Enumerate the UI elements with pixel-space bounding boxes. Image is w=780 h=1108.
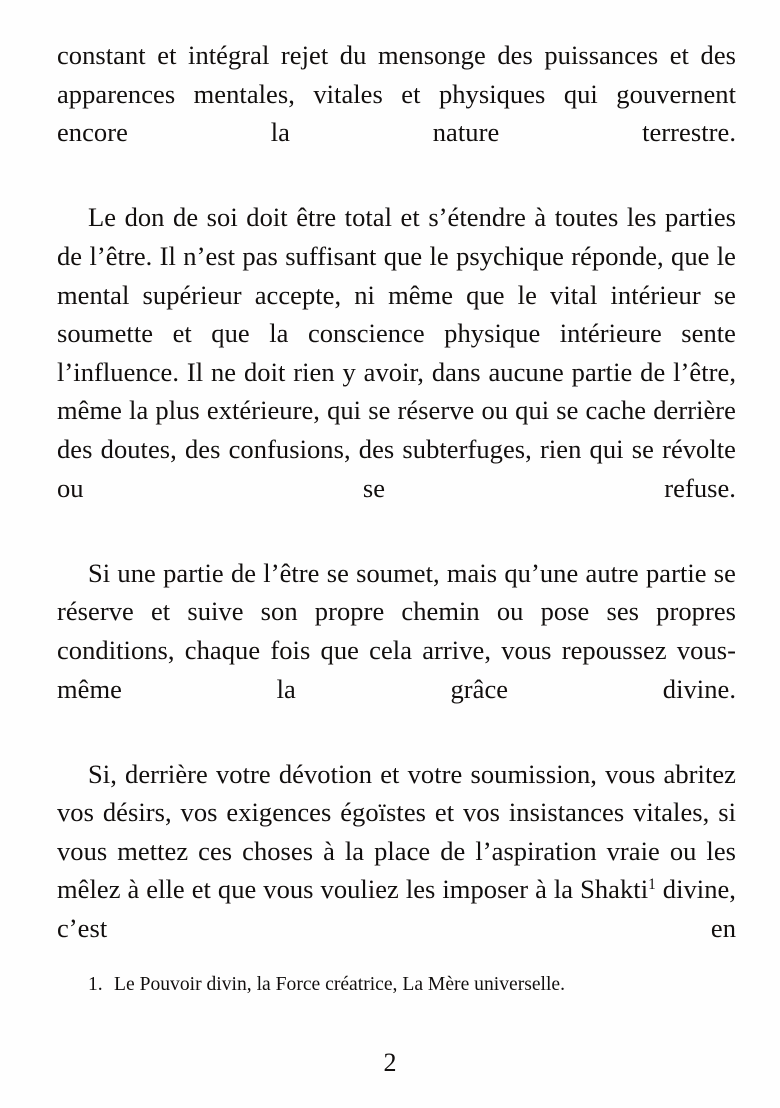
paragraph-4 xyxy=(57,755,736,987)
paragraph-2: Le don de soi doit être total et s’étendre à toutes les parties de l’être. Il n’est pas suffisant que le psychique réponde, que le mental supérieur accepte, ni même que le vital intérieur se soumette et que la conscience physique intérieure sente l’influence. Il ne doit rien y avoir, dans aucune partie de l’être, même la plus extérieure, qui se réserve ou qui se cache derrière des doutes, des confusions, des subterfuges, rien qui se révolte ou se refuse. xyxy=(57,202,736,503)
paragraph-3: Si une partie de l’être se soumet, mais qu’une autre partie se réserve et suive son propre chemin ou pose ses propres conditions, chaque fois que cela arrive, vous repoussez vous-même la grâce divine. xyxy=(57,557,736,704)
footnote-reference-marker[interactable]: 1 xyxy=(648,876,656,894)
footnote xyxy=(88,972,728,998)
page-text-block xyxy=(57,36,736,986)
paragraph-4-text-before-footnote-marker: Si, derrière votre dévotion et votre soumission, vous abritez vos désirs, vos exigences égoïstes et vos insistances vitales, si vous mettez ces choses à la place de l’aspiration vraie ou les mêlez à elle et que vous vouliez les imposer à la Shakti xyxy=(57,758,736,905)
footnote-text: Le Pouvoir divin, la Force créatrice, La Mère universelle. xyxy=(114,974,566,995)
paragraph-1: constant et intégral rejet du mensonge des puissances et des apparences mentales, vitales et physiques qui gouvernent encore la nature terrestre. xyxy=(57,40,736,148)
page-number: 2 xyxy=(383,1048,397,1077)
paragraph-4-text-after-footnote-marker: divine, c’est en xyxy=(57,874,736,944)
footnote-number: 1. xyxy=(88,974,103,995)
